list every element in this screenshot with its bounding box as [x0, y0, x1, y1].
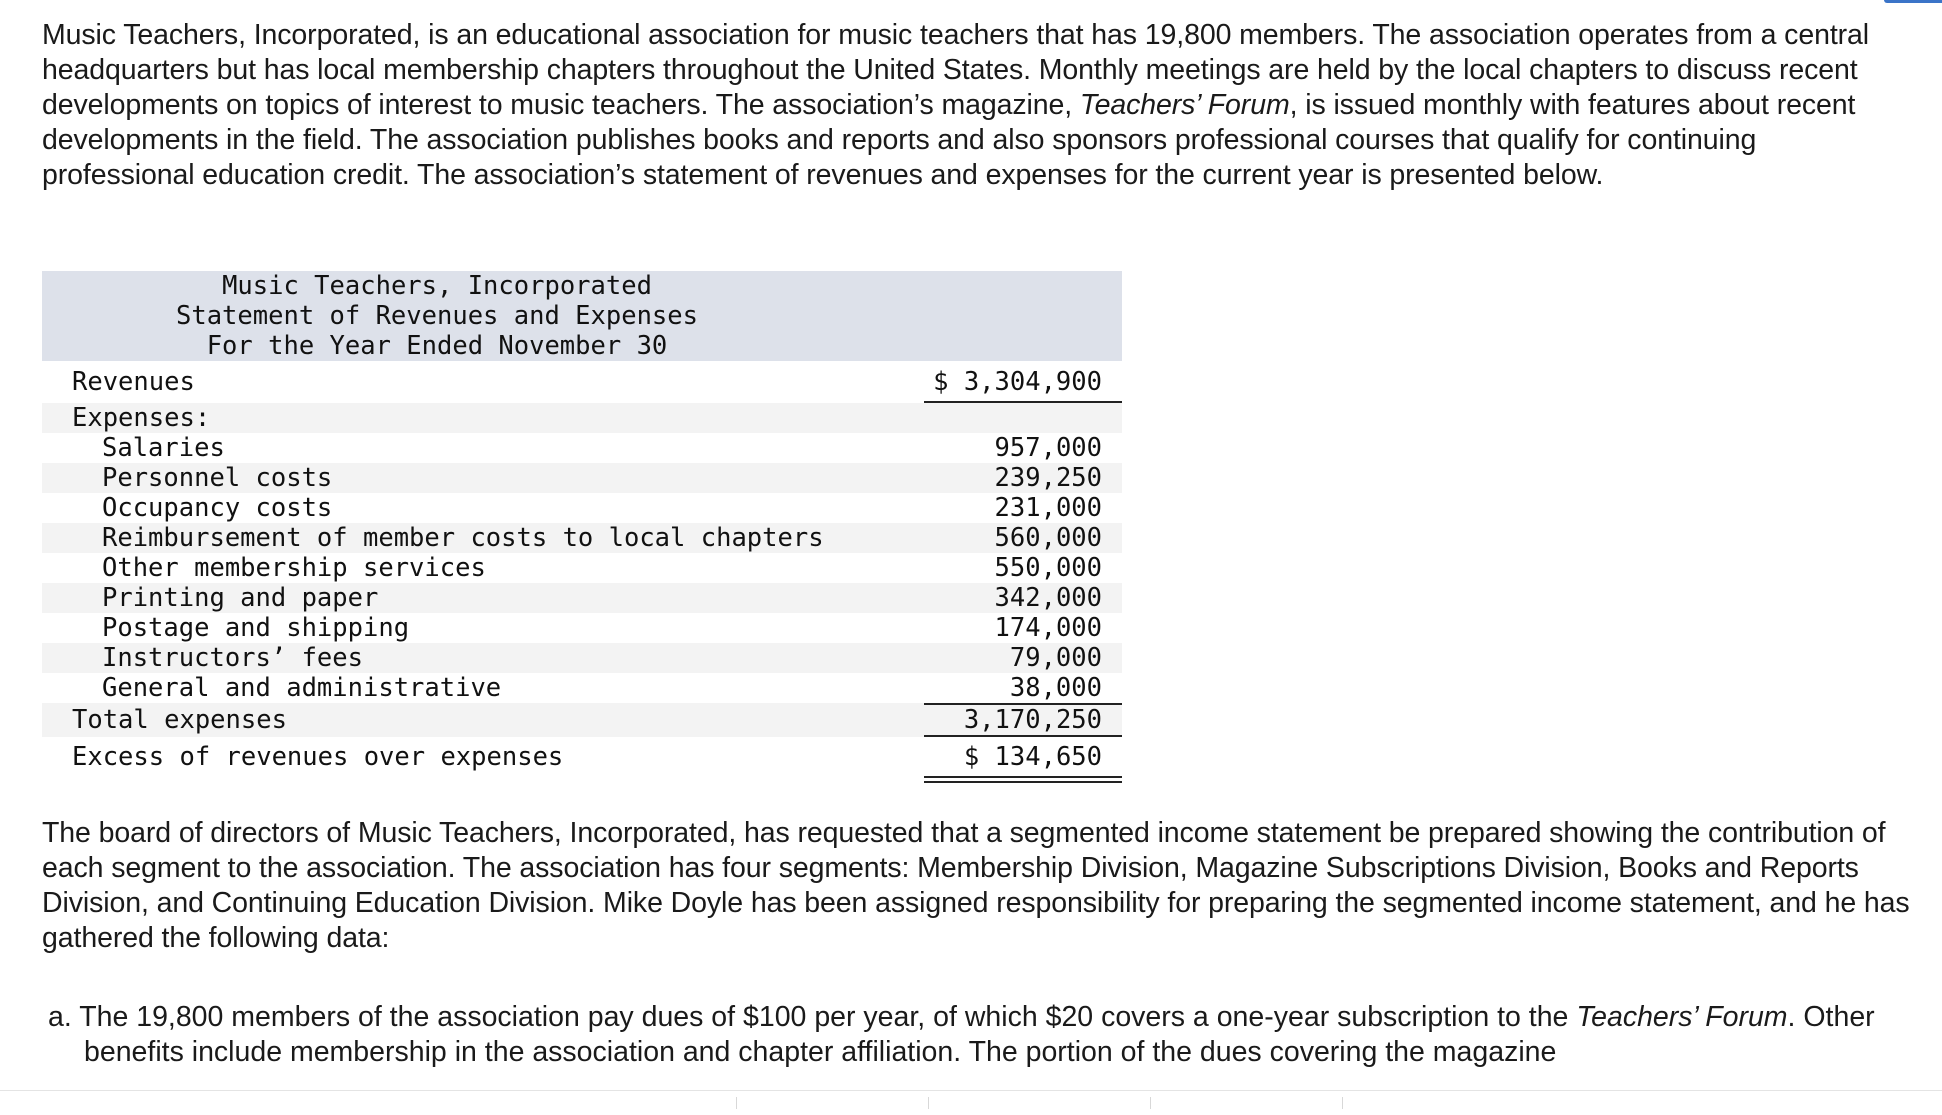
revenues-row [42, 361, 1122, 403]
expense-amount: 342,000 [994, 583, 1102, 613]
expense-row [42, 433, 1122, 463]
divider [736, 1097, 737, 1109]
item-marker: a. [48, 1001, 72, 1033]
expense-amount: 560,000 [994, 523, 1102, 553]
expense-label: Reimbursement of member costs to local chapters [102, 523, 824, 553]
revenues-label: Revenues [72, 367, 195, 397]
expense-row [42, 613, 1122, 643]
excess-amount: $ 134,650 [963, 742, 1102, 772]
excess-row [42, 737, 1122, 777]
expense-label: Postage and shipping [102, 613, 410, 643]
revenue-expense-statement [42, 271, 1122, 777]
expense-label: Occupancy costs [102, 493, 333, 523]
expense-row [42, 553, 1122, 583]
expense-label: General and administrative [102, 673, 502, 703]
divider [928, 1097, 929, 1109]
total-expenses-label: Total expenses [72, 705, 287, 735]
divider [1150, 1097, 1151, 1109]
expense-row [42, 583, 1122, 613]
statement-header [42, 271, 1122, 361]
expense-amount: 38,000 [1009, 673, 1102, 703]
magazine-title: Teachers’ Forum [1576, 1001, 1788, 1033]
expenses-label: Expenses: [72, 403, 211, 433]
expense-amount: 79,000 [1009, 643, 1102, 673]
intro-paragraph: Music Teachers, Incorporated, is an educational association for music teachers that has 19,800 members. The association operates from a central headquarters but has local membership chapters throughout the United States. Monthly meetings are held by the local chapters to discuss recent developments on topics of interest to music teachers. The association’s magazine, Teachers’ Forum, is issued monthly with features about recent developments in the field. The association publishes books and reports and also sponsors professional courses that qualify for continuing professional education credit. The association’s statement of revenues and expenses for the current year is presented below. [42, 19, 1870, 191]
expense-row [42, 523, 1122, 553]
expenses-heading-row [42, 403, 1122, 433]
expense-label: Other membership services [102, 553, 486, 583]
expense-amount: 957,000 [994, 433, 1102, 463]
expense-row [42, 493, 1122, 523]
bottom-toolbar-edge [0, 1090, 1942, 1115]
total-expenses-row [42, 703, 1122, 737]
magazine-title: Teachers’ Forum [1079, 89, 1290, 121]
expense-amount: 231,000 [994, 493, 1102, 523]
expense-label: Personnel costs [102, 463, 333, 493]
statement-period: For the Year Ended November 30 [206, 331, 668, 361]
revenues-amount: $ 3,304,900 [933, 367, 1102, 397]
expense-row [42, 673, 1122, 703]
expense-amount: 239,250 [994, 463, 1102, 493]
divider [1342, 1097, 1343, 1109]
top-accent-bar [1884, 0, 1942, 3]
expense-label: Instructors’ fees [102, 643, 363, 673]
excess-double-underline [924, 776, 1122, 783]
expense-label: Salaries [102, 433, 225, 463]
total-expenses-amount: 3,170,250 [963, 705, 1102, 735]
statement-title: Statement of Revenues and Expenses [176, 301, 698, 331]
expense-row [42, 643, 1122, 673]
expense-row [42, 463, 1122, 493]
list-item-a: a. The 19,800 members of the association pay dues of $100 per year, of which $20 covers a one-year subscription to the Teachers’ Forum. Other benefits include membership in the association and chapter affiliation. The portion of the dues covering the magazine [48, 1001, 1875, 1068]
expense-amount: 550,000 [994, 553, 1102, 583]
statement-company: Music Teachers, Incorporated [222, 271, 652, 301]
expense-label: Printing and paper [102, 583, 379, 613]
excess-label: Excess of revenues over expenses [72, 742, 564, 772]
expense-amount: 174,000 [994, 613, 1102, 643]
board-paragraph: The board of directors of Music Teachers, Incorporated, has requested that a segmented income statement be prepared showing the contribution of each segment to the association. The association has four segments: Membership Division, Magazine Subscriptions Division, Books and Reports Division, and Continuing Education Division. Mike Doyle has been assigned responsibility for preparing the segmented income statement, and he has gathered the following data: [42, 817, 1910, 954]
